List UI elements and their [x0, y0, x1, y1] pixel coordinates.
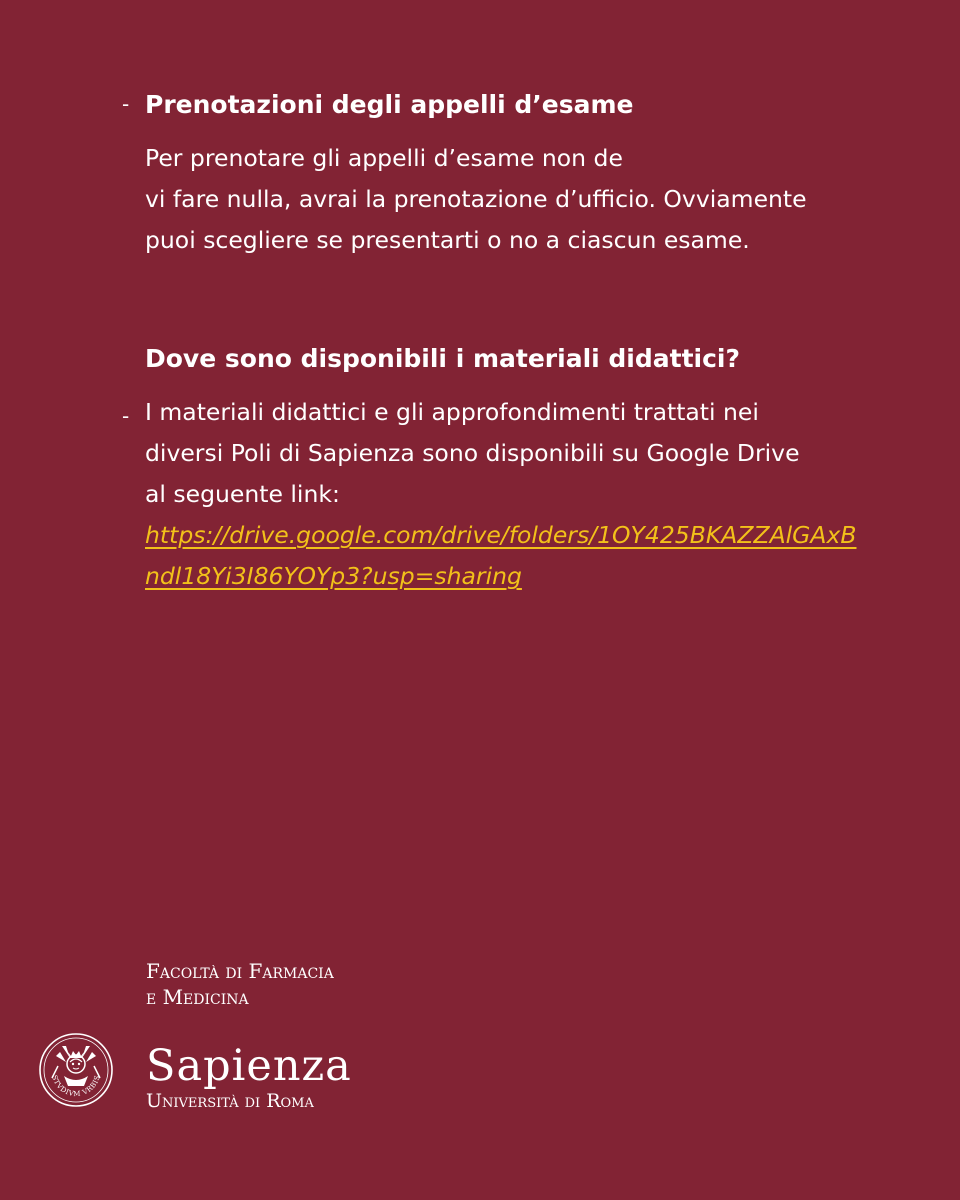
brand-subtitle: Università di Roma [146, 1090, 314, 1112]
brand-name: Sapienza [146, 1041, 352, 1091]
section1-bullet: - [122, 92, 130, 116]
section2-paragraph [145, 392, 856, 597]
section1-title: Prenotazioni degli appelli d’esame [145, 90, 634, 119]
drive-link[interactable] [145, 515, 856, 556]
section1-line-2: vi fare nulla, avrai la prenotazione d’ufficio. Ovviamente [145, 185, 807, 213]
section2-line-3: al seguente link: [145, 480, 340, 508]
svg-text:STVDIVM VRBIS [50, 1074, 101, 1098]
section2-title: Dove sono disponibili i materiali didattici? [145, 344, 741, 373]
faculty-line-1: Facoltà di Farmacia [146, 959, 334, 983]
section2-line-2: diversi Poli di Sapienza sono disponibili su Google Drive [145, 439, 800, 467]
section2-line-1: I materiali didattici e gli approfondimenti trattati nei [145, 398, 759, 426]
section1-line-1: Per prenotare gli appelli d’esame non de [145, 144, 623, 172]
drive-link-line-2[interactable]: ndl18Yi3I86YOYp3?usp=sharing [145, 562, 522, 590]
section1-line-3: puoi scegliere se presentarti o no a ciascun esame. [145, 226, 750, 254]
seal-text: STVDIVM VRBIS [50, 1074, 102, 1099]
section1-paragraph [145, 138, 807, 261]
sapienza-seal-logo [38, 1032, 114, 1108]
drive-link-line-1[interactable]: https://drive.google.com/drive/folders/1OY425BKAZZAlGAxB [145, 521, 857, 549]
drive-link-continued[interactable] [145, 556, 856, 597]
section2-bullet: - [122, 404, 130, 428]
faculty-line-2: e Medicina [146, 985, 249, 1009]
faculty-name [146, 958, 334, 1010]
university-brand [146, 1043, 352, 1113]
